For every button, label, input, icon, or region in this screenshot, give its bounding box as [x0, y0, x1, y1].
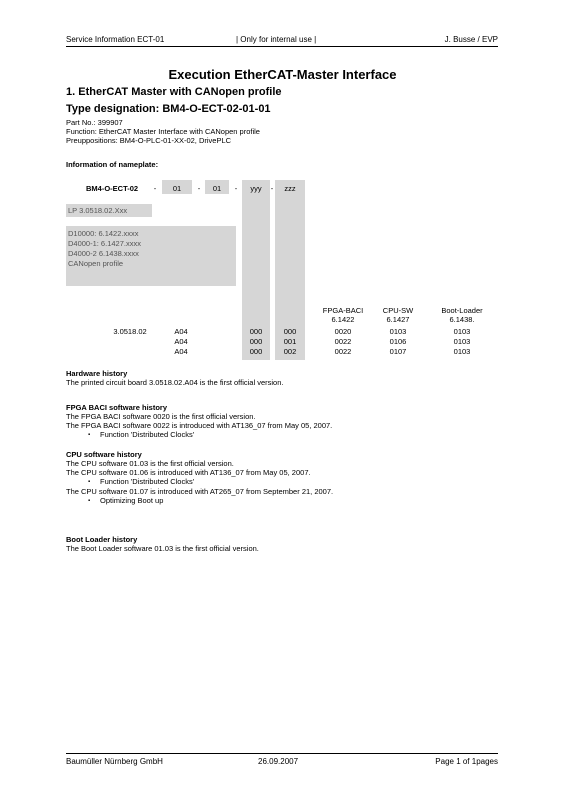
table-cell-rev: A04 — [174, 337, 188, 346]
table-cell-yyy: 000 — [249, 337, 263, 346]
table-cell-zzz: 002 — [283, 347, 297, 356]
col-header-cpu-part: 6.1427 — [386, 315, 410, 324]
hardware-history-line: The printed circuit board 3.0518.02.A04 is the first official version. — [66, 378, 284, 387]
canopen-profile: CANopen profile — [68, 259, 124, 268]
col-header-boot: Boot-Loader — [441, 306, 483, 315]
table-cell-lp: 3.0518.02 — [113, 327, 147, 336]
footer-left: Baumüller Nürnberg GmbH — [66, 757, 163, 766]
nameplate-zzz: zzz — [284, 184, 296, 193]
nameplate-code: BM4-O-ECT-02 — [86, 184, 139, 193]
boot-history — [66, 535, 259, 553]
table-cell-boot: 0103 — [453, 327, 471, 336]
device-d4000-1: D4000-1: 6.1427.xxxx — [68, 239, 141, 248]
nameplate-dash: - — [153, 184, 157, 193]
cpu-history-line: The CPU software 01.03 is the first official version. — [66, 459, 234, 468]
col-header-cpu: CPU-SW — [382, 306, 414, 315]
part-no: Part No.: 399907 — [66, 118, 123, 127]
footer-date: 26.09.2007 — [258, 757, 299, 766]
header-right: J. Busse / EVP — [444, 35, 498, 44]
col-header-fpga-part: 6.1422 — [331, 315, 355, 324]
page-title: Execution EtherCAT-Master Interface — [168, 67, 397, 82]
boot-history-title: Boot Loader history — [66, 535, 138, 544]
lp-label: LP 3.0518.02.Xxx — [68, 206, 128, 215]
cpu-history-bullet: ▪ Function 'Distributed Clocks' — [66, 477, 333, 487]
table-cell-fpga: 0022 — [334, 347, 352, 356]
table-cell-rev: A04 — [174, 347, 188, 356]
fpga-history-line: The FPGA BACI software 0020 is the first official version. — [66, 412, 256, 421]
hardware-history-title: Hardware history — [66, 369, 128, 378]
fpga-history-title: FPGA BACI software history — [66, 403, 167, 412]
device-d10000: D10000: 6.1422.xxxx — [68, 229, 139, 238]
nameplate-yyy: yyy — [250, 184, 262, 193]
table-cell-cpu: 0107 — [389, 347, 407, 356]
nameplate-field1: 01 — [172, 184, 182, 193]
table-cell-boot: 0103 — [453, 337, 471, 346]
cpu-history-line: The CPU software 01.06 is introduced with AT136_07 from May 05, 2007. — [66, 468, 311, 477]
fpga-history-bullet: ▪ Function 'Distributed Clocks' — [66, 430, 332, 440]
col-header-fpga: FPGA-BACI — [322, 306, 364, 315]
section-heading: 1. EtherCAT Master with CANopen profile — [66, 86, 282, 98]
table-cell-yyy: 000 — [249, 327, 263, 336]
table-cell-zzz: 000 — [283, 327, 297, 336]
fpga-history-line: The FPGA BACI software 0022 is introduced with AT136_07 from May 05, 2007. — [66, 421, 333, 430]
device-d4000-2: D4000-2 6.1438.xxxx — [68, 249, 139, 258]
cpu-history-line: The CPU software 01.07 is introduced with AT265_07 from September 21, 2007. — [66, 487, 334, 496]
table-cell-fpga: 0022 — [334, 337, 352, 346]
nameplate-dash: - — [234, 184, 238, 193]
table-cell-boot: 0103 — [453, 347, 471, 356]
type-designation: Type designation: BM4-O-ECT-02-01-01 — [66, 103, 271, 115]
table-cell-zzz: 001 — [283, 337, 297, 346]
hardware-history — [66, 369, 283, 387]
cpu-history-title: CPU software history — [66, 450, 142, 459]
cpu-history-bullet: ▪ Optimizing Boot up — [66, 496, 333, 506]
table-cell-cpu: 0106 — [389, 337, 407, 346]
nameplate-field2: 01 — [212, 184, 222, 193]
footer-rule — [66, 753, 498, 754]
table-cell-rev: A04 — [174, 327, 188, 336]
cpu-history — [66, 450, 333, 506]
boot-history-line: The Boot Loader software 01.03 is the first official version. — [66, 544, 259, 553]
nameplate-dash: - — [270, 184, 274, 193]
nameplate-label: Information of nameplate: — [66, 160, 159, 169]
col-header-boot-part: 6.1438. — [449, 315, 475, 324]
footer-page: Page 1 of 1pages — [435, 757, 498, 766]
table-cell-cpu: 0103 — [389, 327, 407, 336]
table-cell-fpga: 0020 — [334, 327, 352, 336]
header-center: | Only for internal use | — [236, 35, 317, 44]
table-cell-yyy: 000 — [249, 347, 263, 356]
fpga-history — [66, 403, 332, 440]
preconditions-line: Preuppositions: BM4-O-PLC-01-XX-02, DrivePLC — [66, 136, 232, 145]
nameplate-dash: - — [197, 184, 201, 193]
function-line: Function: EtherCAT Master Interface with CANopen profile — [66, 127, 260, 136]
header-left: Service Information ECT-01 — [66, 35, 165, 44]
header-rule — [66, 46, 498, 47]
